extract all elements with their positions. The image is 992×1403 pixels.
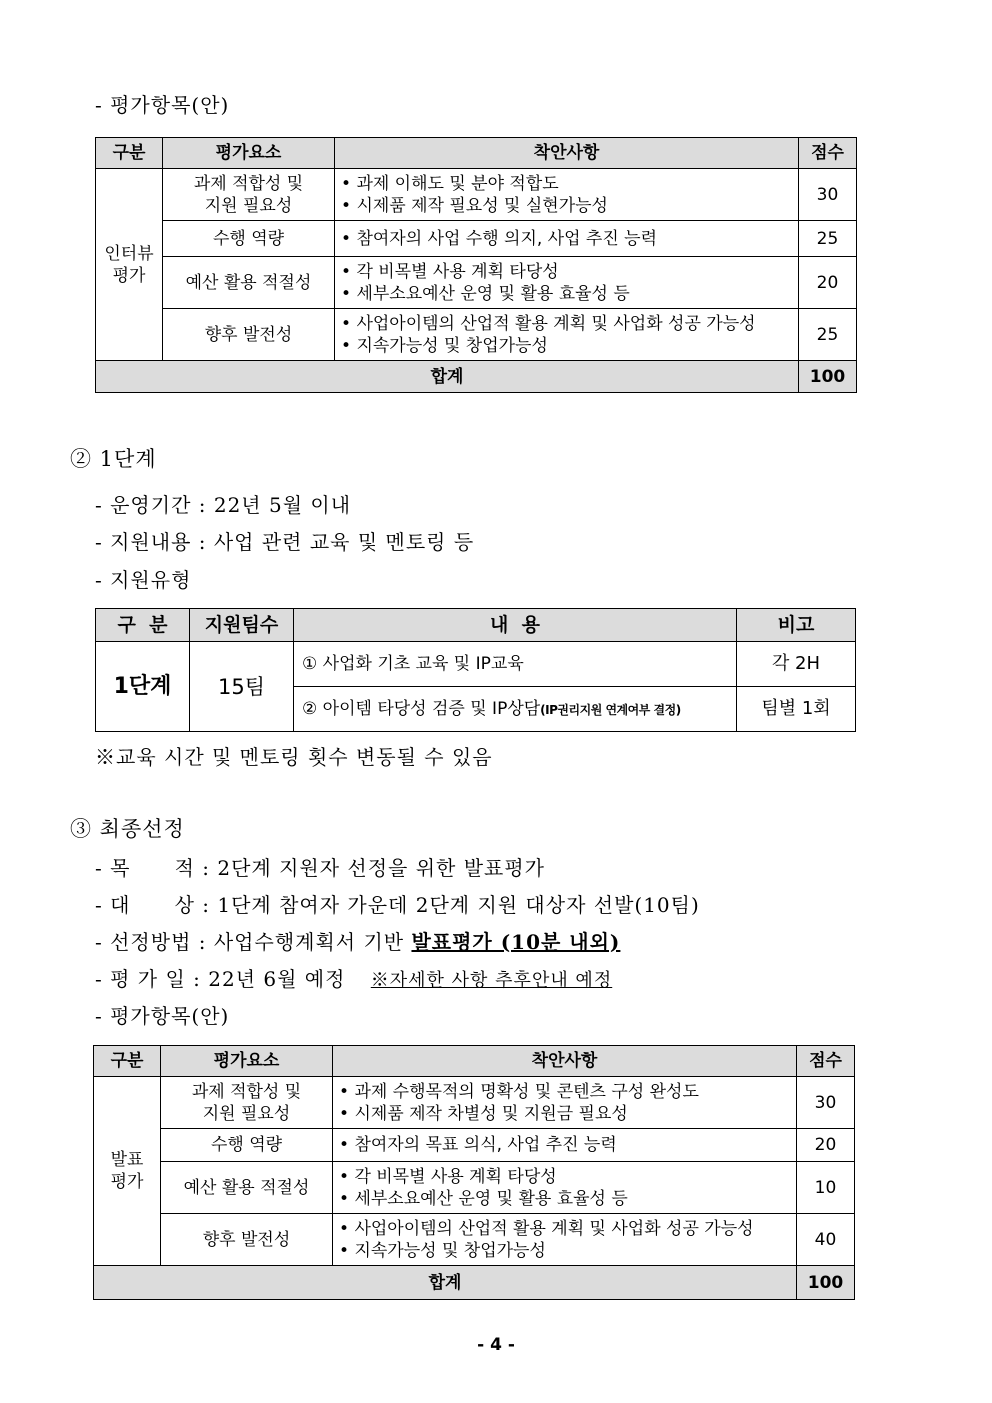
header-element: 평가요소	[163, 138, 335, 169]
final-purpose	[95, 856, 545, 880]
category-cell: 발표 평가	[94, 1077, 161, 1266]
final-target-label: - 대 상	[95, 893, 195, 917]
point-item: • 참여자의 목표 의식, 사업 추진 능력	[339, 1134, 790, 1156]
header-note: 비고	[737, 609, 856, 642]
points-cell	[335, 257, 799, 309]
stage1-title: ② 1단계	[70, 447, 157, 471]
element-cell: 예산 활용 적절성	[163, 257, 335, 309]
score-cell: 40	[797, 1214, 855, 1266]
points-cell	[335, 169, 799, 221]
final-method-emphasis: 발표평가 (10분 내외)	[411, 930, 621, 954]
point-item: • 세부소요예산 운영 및 활용 효율성 등	[339, 1188, 790, 1210]
header-category: 구분	[94, 1046, 161, 1077]
points-cell	[335, 221, 799, 257]
header-content: 내 용	[294, 609, 737, 642]
header-score: 점수	[797, 1046, 855, 1077]
element-cell: 수행 역량	[163, 221, 335, 257]
point-item: • 지속가능성 및 창업가능성	[339, 1240, 790, 1262]
stage-cell: 1단계	[96, 642, 190, 732]
final-purpose-value: : 2단계 지원자 선정을 위한 발표평가	[202, 856, 545, 880]
note-item-2: 팀별 1회	[737, 687, 856, 732]
point-item: • 과제 이해도 및 분야 적합도	[341, 173, 792, 195]
final-target-value: : 1단계 참여자 가운데 2단계 지원 대상자 선발(10팀)	[202, 893, 700, 917]
point-item: • 각 비목별 사용 계획 타당성	[339, 1166, 790, 1188]
eval-heading-2: - 평가항목(안)	[95, 1004, 230, 1028]
teams-cell: 15팀	[190, 642, 294, 732]
score-cell: 20	[797, 1129, 855, 1162]
content-item-2-text: ② 아이템 타당성 검증 및 IP상담	[302, 698, 541, 719]
point-item: • 지속가능성 및 창업가능성	[341, 335, 792, 357]
point-item: • 참여자의 사업 수행 의지, 사업 추진 능력	[341, 228, 792, 250]
point-item: • 사업아이템의 산업적 활용 계획 및 사업화 성공 가능성	[341, 313, 792, 335]
stage1-table	[95, 608, 856, 732]
point-item: • 사업아이템의 산업적 활용 계획 및 사업화 성공 가능성	[339, 1218, 790, 1240]
element-cell: 예산 활용 적절성	[161, 1162, 333, 1214]
total-label: 합계	[96, 361, 799, 393]
stage1-period: - 운영기간 : 22년 5월 이내	[95, 493, 352, 517]
header-points: 착안사항	[335, 138, 799, 169]
score-cell: 25	[799, 309, 857, 361]
total-label: 합계	[94, 1266, 797, 1300]
header-points: 착안사항	[333, 1046, 797, 1077]
final-date-value: : 22년 6월 예정	[193, 967, 346, 991]
eval-table-1	[95, 137, 857, 393]
element-cell: 수행 역량	[161, 1129, 333, 1162]
stage1-content: - 지원내용 : 사업 관련 교육 및 멘토링 등	[95, 530, 475, 554]
point-item: • 시제품 제작 필요성 및 실현가능성	[341, 195, 792, 217]
content-item-2-small: (IP권리지원 연계여부 결정)	[540, 702, 681, 717]
final-date-label: - 평 가 일	[95, 967, 186, 991]
category-cell: 인터뷰 평가	[96, 169, 163, 361]
point-item: • 각 비목별 사용 계획 타당성	[341, 261, 792, 283]
note-item-1: 각 2H	[737, 642, 856, 687]
eval-table-2	[93, 1045, 855, 1300]
final-title: ③ 최종선정	[70, 817, 185, 841]
score-cell: 25	[799, 221, 857, 257]
header-element: 평가요소	[161, 1046, 333, 1077]
content-item-1: ① 사업화 기초 교육 및 IP교육	[294, 642, 737, 687]
total-score: 100	[799, 361, 857, 393]
final-purpose-label: - 목 적	[95, 856, 195, 880]
content-item-2	[294, 687, 737, 732]
final-method-label: - 선정방법	[95, 930, 192, 954]
header-teams: 지원팀수	[190, 609, 294, 642]
final-method	[95, 930, 620, 954]
final-method-value: : 사업수행계획서 기반	[198, 930, 412, 954]
point-item: • 세부소요예산 운영 및 활용 효율성 등	[341, 283, 792, 305]
element-cell: 향후 발전성	[163, 309, 335, 361]
points-cell	[333, 1214, 797, 1266]
element-cell: 과제 적합성 및 지원 필요성	[163, 169, 335, 221]
header-category: 구분	[96, 138, 163, 169]
points-cell	[333, 1077, 797, 1129]
header-division: 구 분	[96, 609, 190, 642]
stage1-footnote: ※교육 시간 및 멘토링 횟수 변동될 수 있음	[95, 745, 493, 769]
stage1-type: - 지원유형	[95, 568, 192, 592]
total-score: 100	[797, 1266, 855, 1300]
page-number: - 4 -	[477, 1335, 515, 1355]
score-cell: 30	[799, 169, 857, 221]
point-item: • 과제 수행목적의 명확성 및 콘텐츠 구성 완성도	[339, 1081, 790, 1103]
score-cell: 30	[797, 1077, 855, 1129]
final-date	[95, 967, 612, 993]
final-date-note: ※자세한 사항 추후안내 예정	[370, 970, 613, 991]
header-score: 점수	[799, 138, 857, 169]
points-cell	[335, 309, 799, 361]
points-cell	[333, 1129, 797, 1162]
points-cell	[333, 1162, 797, 1214]
final-target	[95, 893, 700, 917]
element-cell: 과제 적합성 및 지원 필요성	[161, 1077, 333, 1129]
score-cell: 20	[799, 257, 857, 309]
score-cell: 10	[797, 1162, 855, 1214]
eval-heading-1: - 평가항목(안)	[95, 93, 230, 117]
point-item: • 시제품 제작 차별성 및 지원금 필요성	[339, 1103, 790, 1125]
element-cell: 향후 발전성	[161, 1214, 333, 1266]
